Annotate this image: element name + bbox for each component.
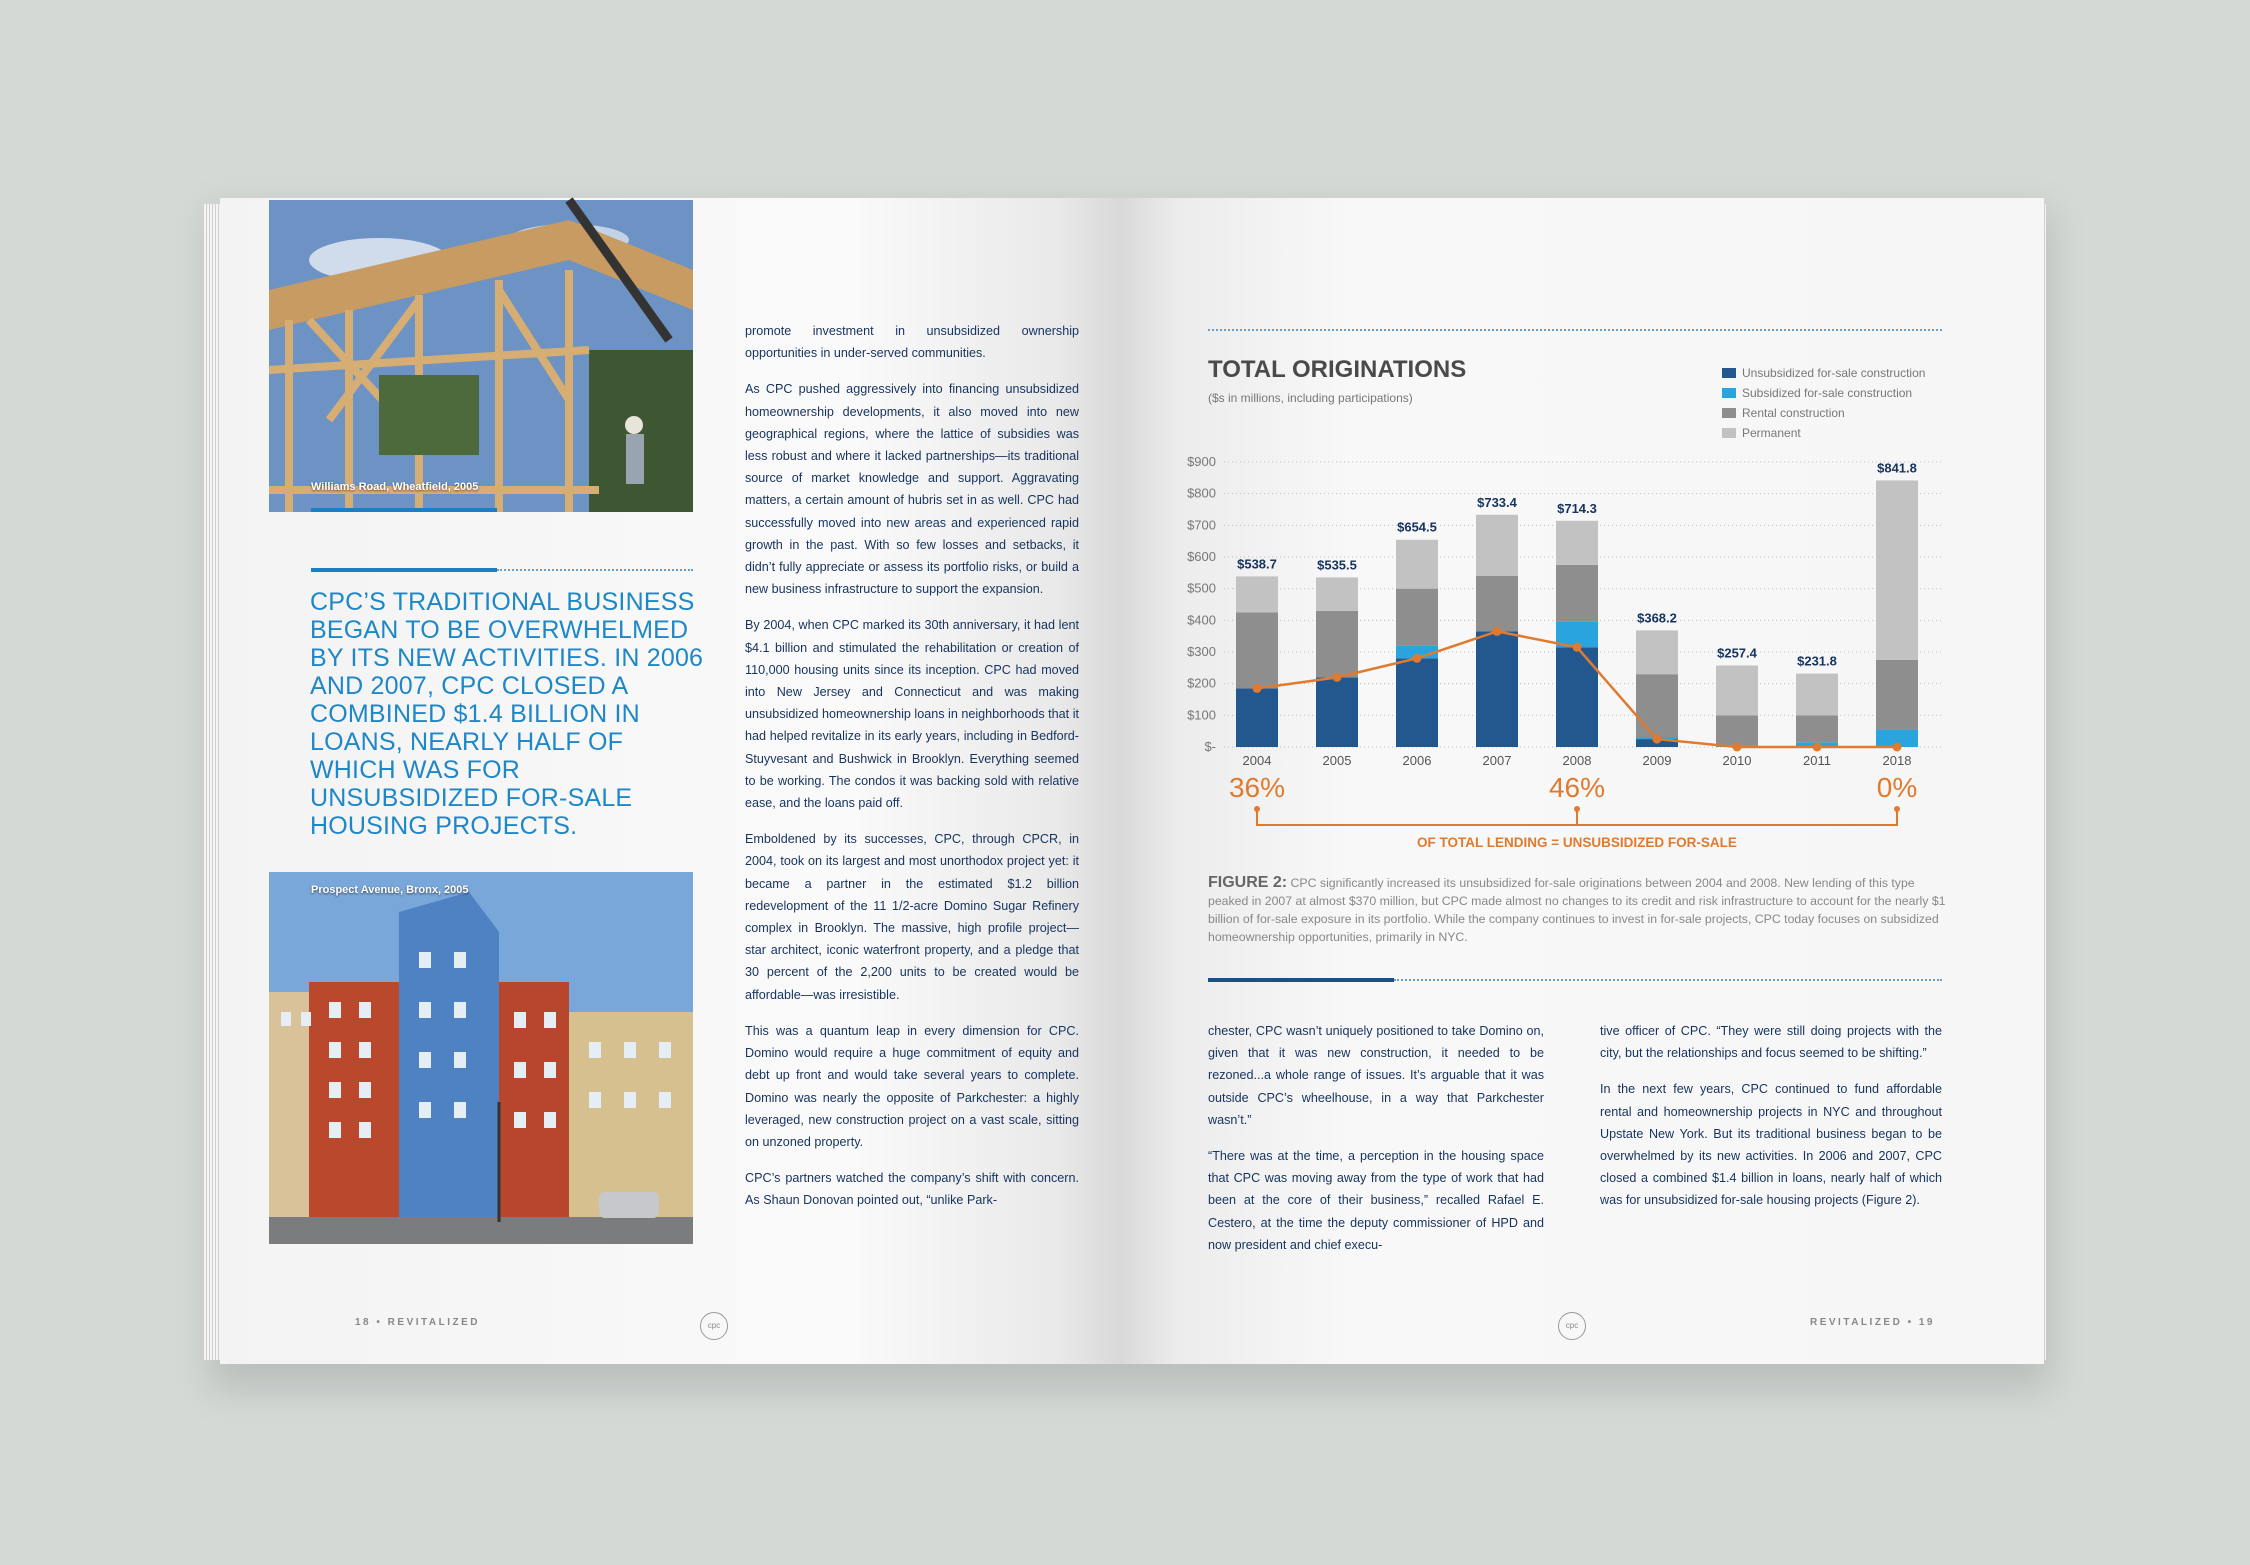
bar-total-label: $257.4: [1717, 645, 1757, 661]
x-tick-label: 2006: [1402, 753, 1432, 768]
callout-percent: 0%: [1876, 772, 1918, 803]
share-point: [1893, 743, 1902, 752]
x-tick-label: 2004: [1242, 753, 1272, 768]
x-tick-label: 2011: [1803, 753, 1831, 768]
callout-bracket-dot: [1574, 806, 1580, 812]
construction-photo: [269, 200, 693, 512]
right-body-column-2: [1600, 1020, 1942, 1226]
legend-label: Subsidized for-sale construction: [1742, 386, 1913, 400]
bar-total-label: $714.3: [1557, 500, 1597, 516]
left-folio: 18 • REVITALIZED: [355, 1317, 480, 1328]
y-tick-label: $300: [1187, 644, 1216, 659]
legend-swatch: [1722, 428, 1736, 438]
figure-caption: [1208, 874, 1948, 946]
body-paragraph: In the next few years, CPC continued to fund affordable rental and homeownership projects in NYC and throughout Upstate New York. But its traditional business began to be overwhelmed by its new activities. In 2006 and 2007, CPC closed a combined $1.4 billion in loans, nearly half of which was for unsubsidized for-sale housing projects (Figure 2).: [1600, 1082, 1942, 1208]
bar-total-label: $733.4: [1477, 494, 1517, 510]
y-tick-label: $500: [1187, 580, 1216, 596]
bar-total-label: $231.8: [1797, 653, 1837, 669]
x-tick-label: 2008: [1562, 753, 1592, 768]
y-tick-label: $700: [1187, 517, 1216, 533]
building-illustration: [269, 872, 693, 1244]
pullquote: CPC’S TRADITIONAL BUSINESS BEGAN TO BE OVERWHELMED BY ITS NEW ACTIVITIES. IN 2006 AND 2007, CPC CLOSED A COMBINED $1.4 BILLION IN LOANS, NEARLY HALF OF WHICH WAS FOR UNSUBSIDIZED FOR-SALE HOUSING PROJECTS.: [310, 588, 704, 840]
construction-illustration: [269, 200, 693, 512]
left-page: [220, 198, 1122, 1364]
bar-total-label: $535.5: [1317, 557, 1357, 573]
share-point: [1493, 627, 1502, 636]
share-point: [1733, 743, 1742, 752]
bar-segment: [1476, 631, 1518, 747]
legend-label: Rental construction: [1742, 406, 1845, 420]
bar-segment: [1316, 611, 1358, 678]
photo-top-caption: Williams Road, Wheatfield, 2005: [311, 481, 479, 493]
bar-segment: [1476, 576, 1518, 631]
bar-total-label: $368.2: [1637, 610, 1677, 626]
bar-segment: [1556, 565, 1598, 622]
share-point: [1333, 673, 1342, 682]
pullquote-dotted-rule: [497, 569, 693, 571]
bar-total-label: $538.7: [1237, 556, 1277, 572]
y-tick-label: $100: [1187, 707, 1216, 723]
bar-segment: [1636, 674, 1678, 737]
legend-item: [1722, 423, 1925, 443]
body-paragraph: promote investment in unsubsidized ownership opportunities in under-served communities.: [745, 324, 1079, 361]
x-tick-label: 2010: [1722, 753, 1752, 768]
right-folio: REVITALIZED • 19: [1810, 1317, 1935, 1328]
bar-segment: [1236, 612, 1278, 688]
y-tick-label: $200: [1187, 675, 1216, 691]
legend-item: [1722, 403, 1925, 423]
pullquote-rule: [311, 568, 497, 572]
bar-segment: [1316, 577, 1358, 610]
figure-text: CPC significantly increased its unsubsidized for-sale originations between 2004 and 2008. New lending of this type peaked in 2007 at almost $370 million, but CPC made almost no changes to its credit and risk infrastructure to account for the nearly $1 billion of for-sale exposure in its portfolio. While the company continues to invest in for-sale projects, CPC today focuses on subsidized homeownership opportunities, primarily in NYC.: [1208, 876, 1946, 944]
bar-segment: [1476, 515, 1518, 576]
y-tick-label: $800: [1187, 485, 1216, 501]
share-point: [1813, 743, 1822, 752]
bar-segment: [1556, 521, 1598, 565]
bar-segment: [1396, 589, 1438, 646]
legend-swatch: [1722, 368, 1736, 378]
apartment-building-photo: [269, 872, 693, 1244]
legend-label: Permanent: [1742, 426, 1801, 440]
x-tick-label: 2009: [1642, 753, 1672, 768]
legend-item: [1722, 363, 1925, 383]
bar-segment: [1796, 715, 1838, 742]
cpc-logo: cpc: [700, 1312, 728, 1340]
legend-item: [1722, 383, 1925, 403]
x-tick-label: 2018: [1882, 753, 1912, 768]
bar-segment: [1716, 665, 1758, 715]
chart-title: TOTAL ORIGINATIONS: [1208, 356, 1467, 383]
bar-segment: [1716, 715, 1758, 745]
body-paragraph: CPC’s partners watched the company’s shift with concern. As Shaun Donovan pointed out, “unlike Park-: [745, 1171, 1079, 1208]
y-tick-label: $600: [1187, 549, 1216, 564]
body-paragraph: By 2004, when CPC marked its 30th anniversary, it had lent $4.1 billion and stimulated the rehabilitation or creation of 110,000 housing units since its inception. CPC had moved into New Jersey and Connecticut and was making unsubsidized homeownership loans in neighborhoods that it had helped revitalize in its early years, including in Bedford-Stuyvesant and Bushwick in Brooklyn. Everything seemed to be working. The condos it was backing sold with relative ease, and the loans paid off.: [745, 618, 1079, 811]
right-page: [1122, 198, 2044, 1364]
photo-bottom-caption: Prospect Avenue, Bronx, 2005: [311, 884, 469, 896]
body-paragraph: As CPC pushed aggressively into financing unsubsidized homeownership developments, it also moved into new geographical regions, where the lattice of subsidies was less robust and where it lacked partnerships—its traditional source of market knowledge and support. Aggravating matters, a certain amount of hubris set in as well. CPC had successfully moved into new areas and experienced rapid growth in the past. With so few losses and setbacks, it didn’t fully appreciate or assess its portfolio risks, or build a new business infrastructure to support the expansion.: [745, 382, 1079, 597]
legend-label: Unsubsidized for-sale construction: [1742, 366, 1926, 380]
body-paragraph: This was a quantum leap in every dimension for CPC. Domino would require a huge commitment of equity and debt up front and would take several years to complete. Domino was nearly the opposite of Parkchester: a highly leveraged, new construction project on a vast scale, sitting on unzoned property.: [745, 1023, 1079, 1149]
body-paragraph: “There was at the time, a perception in the housing space that CPC was moving away from the type of work that had been at the core of their business,” recalled Rafael E. Cestero, at the time the deputy commissioner of HPD and now president and chief execu-: [1208, 1149, 1544, 1252]
figure-label: FIGURE 2:: [1208, 874, 1288, 891]
legend-swatch: [1722, 388, 1736, 398]
x-tick-label: 2007: [1482, 753, 1512, 768]
bar-segment: [1396, 540, 1438, 589]
y-tick-label: $900: [1187, 454, 1216, 469]
bar-segment: [1236, 688, 1278, 747]
callout-bracket-dot: [1254, 806, 1260, 812]
left-body-column: [745, 320, 1079, 1226]
share-point: [1253, 684, 1262, 693]
share-point: [1573, 643, 1582, 652]
chart-top-dotted-rule: [1208, 329, 1942, 331]
bar-segment: [1636, 630, 1678, 674]
section-rule: [1208, 978, 1394, 982]
share-point: [1413, 654, 1422, 663]
bar-segment: [1796, 674, 1838, 716]
section-dotted-rule: [1394, 979, 1942, 981]
bar-segment: [1316, 677, 1358, 747]
body-paragraph: chester, CPC wasn’t uniquely positioned to take Domino on, given that it was new construction, it needed to be rezoned...a whole range of issues. It’s arguable that it was outside CPC’s wheelhouse, in a way that Parkchester wasn’t.”: [1208, 1024, 1544, 1127]
body-paragraph: Emboldened by its successes, CPC, through CPCR, in 2004, took on its largest and most unorthodox project yet: it became a partner in the estimated $1.2 billion redevelopment of the 11 1/2-acre Domino Sugar Refinery complex in Brooklyn. The massive, high profile project—star architect, iconic waterfront property, and a pledge that 30 percent of the 2,200 units to be created would be affordable—was irresistible.: [745, 832, 1079, 1002]
bar-total-label: $654.5: [1397, 519, 1437, 535]
right-body-column-1: [1208, 1020, 1544, 1270]
body-paragraph: tive officer of CPC. “They were still doing projects with the city, but the relationships and focus seemed to be shifting.”: [1600, 1024, 1942, 1061]
bar-total-label: $841.8: [1877, 460, 1917, 476]
callout-percent: 36%: [1228, 772, 1286, 803]
caption-rule: [311, 508, 497, 512]
callout-percent: 46%: [1548, 772, 1606, 803]
bracket-label: OF TOTAL LENDING = UNSUBSIDIZED FOR-SALE: [1417, 835, 1737, 850]
y-tick-label: $-: [1204, 739, 1216, 754]
x-tick-label: 2005: [1322, 753, 1352, 768]
chart-legend: [1722, 363, 1925, 443]
bar-segment: [1556, 647, 1598, 747]
callout-bracket-dot: [1894, 806, 1900, 812]
bar-segment: [1876, 480, 1918, 659]
cpc-logo: cpc: [1558, 1312, 1586, 1340]
chart-subtitle: ($s in millions, including participations): [1208, 391, 1413, 405]
legend-swatch: [1722, 408, 1736, 418]
bar-segment: [1236, 576, 1278, 612]
y-tick-label: $400: [1187, 612, 1216, 628]
originations-chart: [1162, 448, 1982, 850]
bar-segment: [1876, 660, 1918, 730]
share-point: [1653, 735, 1662, 744]
bar-segment: [1396, 658, 1438, 747]
